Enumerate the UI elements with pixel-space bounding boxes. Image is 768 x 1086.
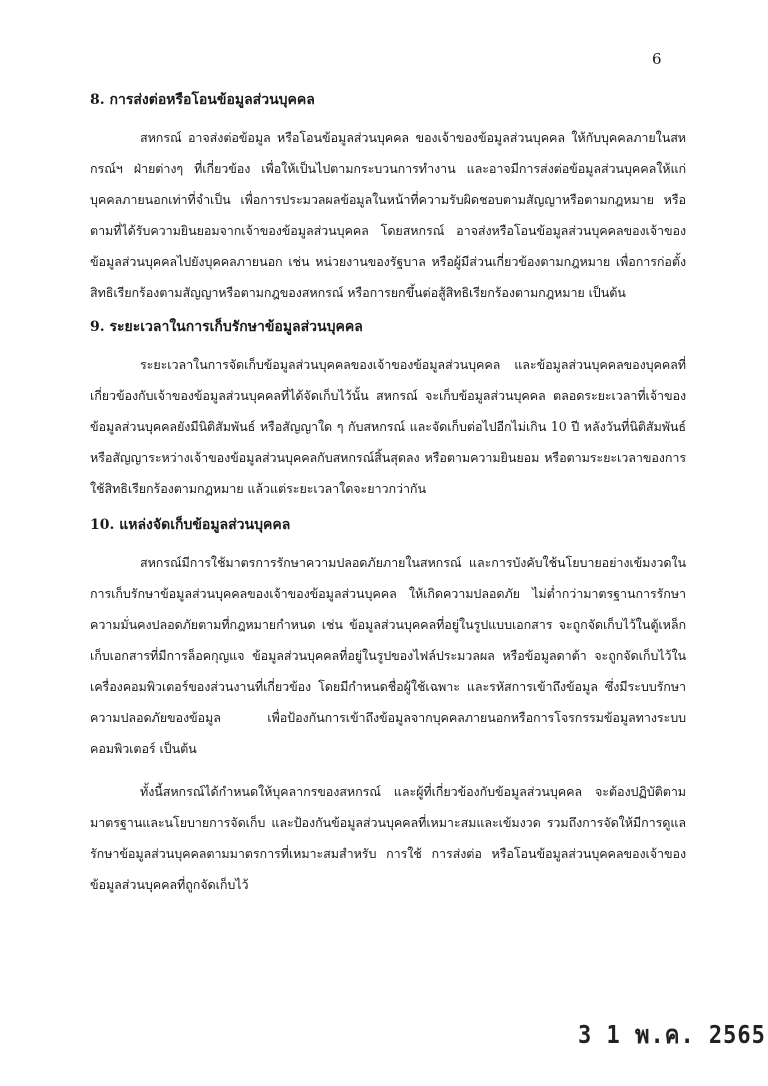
section-paragraph: ระยะเวลาในการจัดเก็บข้อมูลส่วนบุคคลของเจ้าของข้อมูลส่วนบุคคล และข้อมูลส่วนบุคคลของบุคคลที่เกี่ยวข้องกับเจ้าของข้อมูลส่วนบุคคลที่ได้จัดเก็บไว้นั้น สหกรณ์ จะเก็บข้อมูลส่วนบุคคล ตลอดระยะเวลาที่เจ้าของข้อมูลส่วนบุคคลยังมีนิติสัมพันธ์ หรือสัญญาใด ๆ กับสหกรณ์ และจัดเก็บต่อไปอีกไม่เกิน 10 ปี หลังวันที่นิติสัมพันธ์ หรือสัญญาระหว่างเจ้าของข้อมูลส่วนบุคคลกับสหกรณ์สิ้นสุดลง หรือตามความยินยอม หรือตามระยะเวลาของการใช้สิทธิเรียกร้องตามกฎหมาย แล้วแต่ระยะเวลาใดจะยาวกว่ากัน [90,357,686,496]
section-10-storage-location [90,513,686,900]
section-paragraph: สหกรณ์ อาจส่งต่อข้อมูล หรือโอนข้อมูลส่วนบุคคล ของเจ้าของข้อมูลส่วนบุคคล ให้กับบุคคลภายในสหกรณ์ฯ ฝ่ายต่างๆ ที่เกี่ยวข้อง เพื่อให้เป็นไปตามกระบวนการทำงาน และอาจมีการส่งต่อข้อมูลส่วนบุคคลให้แก่บุคคลภายนอกเท่าที่จำเป็น เพื่อการประมวลผลข้อมูลในหน้าที่ความรับผิดชอบตามสัญญาหรือตามกฎหมาย หรือตามที่ได้รับความยินยอมจากเจ้าของข้อมูลส่วนบุคคล โดยสหกรณ์ อาจส่งหรือโอนข้อมูลส่วนบุคคลของเจ้าของข้อมูลส่วนบุคคลไปยังบุคคลภายนอก เช่น หน่วยงานของรัฐบาล หรือผู้มีส่วนเกี่ยวข้องตามกฎหมาย เพื่อการก่อตั้งสิทธิเรียกร้องตามสัญญาหรือตามกฎของสหกรณ์ หรือการยกขึ้นต่อสู้สิทธิเรียกร้องตามกฎหมาย เป็นต้น [90,130,686,300]
section-paragraph: ทั้งนี้สหกรณ์ได้กำหนดให้บุคลากรของสหกรณ์ และผู้ที่เกี่ยวข้องกับข้อมูลส่วนบุคคล จะต้องปฏิบัติตามมาตรฐานและนโยบายการจัดเก็บ และป้องกันข้อมูลส่วนบุคคลที่เหมาะสมและเข้มงวด รวมถึงการจัดให้มีการดูแลรักษาข้อมูลส่วนบุคคลตามมาตรการที่เหมาะสมสำหรับ การใช้ การส่งต่อ หรือโอนข้อมูลส่วนบุคคลของเจ้าของข้อมูลส่วนบุคคลที่ถูกจัดเก็บไว้ [90,784,686,892]
page-number: 6 [652,50,662,68]
section-paragraph: สหกรณ์มีการใช้มาตรการรักษาความปลอดภัยภายในสหกรณ์ และการบังคับใช้นโยบายอย่างเข้มงวดในการเก็บรักษาข้อมูลส่วนบุคคลของเจ้าของข้อมูลส่วนบุคคล ให้เกิดความปลอดภัย ไม่ต่ำกว่ามาตรฐานการรักษาความมั่นคงปลอดภัยตามที่กฎหมายกำหนด เช่น ข้อมูลส่วนบุคคลที่อยู่ในรูปแบบเอกสาร จะถูกจัดเก็บไว้ในตู้เหล็กเก็บเอกสารที่มีการล็อคกุญแจ ข้อมูลส่วนบุคคลที่อยู่ในรูปของไฟล์ประมวลผล หรือข้อมูลดาต้า จะถูกจัดเก็บไว้ในเครื่องคอมพิวเตอร์ของส่วนงานที่เกี่ยวข้อง โดยมีกำหนดชื่อผู้ใช้เฉพาะ และรหัสการเข้าถึงข้อมูล ซึ่งมีระบบรักษาความปลอดภัยของข้อมูล เพื่อป้องกันการเข้าถึงข้อมูลจากบุคคลภายนอกหรือการโจรกรรมข้อมูลทางระบบคอมพิวเตอร์ เป็นต้น [90,555,686,756]
document-body [90,88,686,912]
section-heading: 9. ระยะเวลาในการเก็บรักษาข้อมูลส่วนบุคคล [90,319,363,335]
section-9-retention-period [90,315,686,504]
section-8-transfer-personal-data [90,88,686,308]
date-stamp: 3 1 พ.ค. 2565 [578,1021,766,1051]
section-heading: 10. แหล่งจัดเก็บข้อมูลส่วนบุคคล [90,517,291,533]
section-heading: 8. การส่งต่อหรือโอนข้อมูลส่วนบุคคล [90,92,315,108]
